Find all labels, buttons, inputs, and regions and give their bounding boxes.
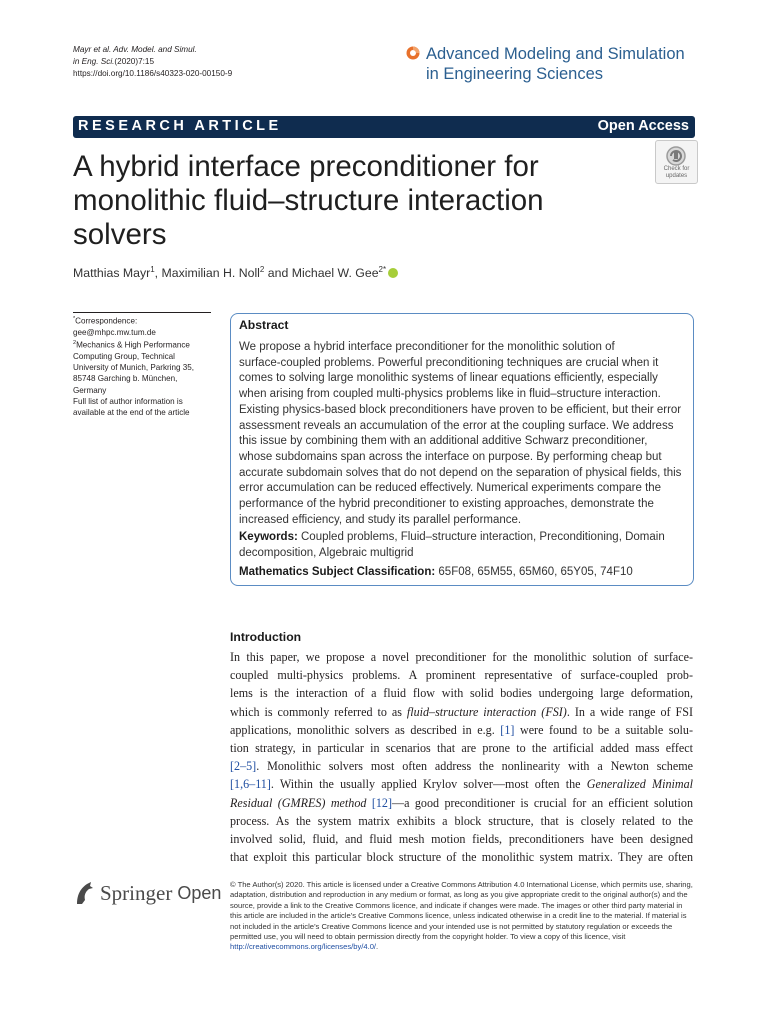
orcid-icon[interactable] [388, 268, 398, 278]
affiliation-line: University of Munich, Parkring 35, [73, 363, 195, 373]
intro-line: applications, monolithic solvers as described in e.g. [1] were found to be a suitable solu- [230, 722, 693, 737]
springer-open-logo [73, 880, 221, 906]
intro-emphasis: fluid–structure interaction (FSI) [406, 704, 567, 719]
affiliation-line: Germany [73, 385, 107, 395]
publisher-suffix: Open [177, 882, 222, 903]
author-affiliation-mark: 1 [150, 265, 155, 274]
intro-line: In this paper, we propose a novel preconditioner for the monolithic solution of surface- [230, 650, 693, 664]
author-list [73, 265, 398, 280]
abstract-line: this issue by combining them with an additional additive Schwarz preconditioner, [239, 435, 648, 448]
citation-link[interactable]: [1,6–11] [230, 777, 271, 792]
abstract-line: performance of the hybrid preconditioner to existing approaches, demonstrate the [239, 498, 654, 511]
abstract-line: We propose a hybrid interface preconditioner for the monolithic solution of [239, 341, 615, 353]
abstract-line: accurate subdomain solves that do not depend on the separation of physical fields, this [239, 466, 682, 479]
msc-label: Mathematics Subject Classification: [239, 566, 436, 578]
citation-link[interactable]: [2–5] [230, 759, 257, 774]
journal-logo [406, 44, 685, 84]
correspondence-mark: * [73, 316, 76, 322]
journal-name-line-1: Advanced Modeling and Simulation [426, 45, 685, 63]
affiliation-mark: 2 [73, 340, 77, 347]
correspondence-email[interactable]: gee@mhpc.mw.tum.de [73, 327, 156, 337]
intro-line: lems is the interaction of a fluid flow with solid bodies undergoing large deformation, [230, 686, 693, 701]
article-type-label: RESEARCH ARTICLE [78, 118, 282, 134]
springer-horse-icon [73, 880, 95, 906]
intro-emphasis: Generalized Minimal [586, 777, 694, 792]
license-notice [230, 880, 695, 953]
title-line: monolithic fluid–structure interaction [73, 184, 544, 217]
author-info-note: Full list of author information is [73, 396, 183, 406]
affiliation-divider [73, 312, 211, 313]
introduction-body [230, 648, 693, 866]
check-for-updates-icon [665, 145, 687, 167]
intro-line: tion strategy, in particular in scenarios that are prone to the artificial added mass effect [230, 741, 693, 756]
affiliation-line: Computing Group, Technical [73, 351, 175, 361]
citation-line-1: Mayr et al. Adv. Model. and Simul. [73, 45, 197, 54]
abstract-body [239, 340, 691, 528]
citation-link[interactable]: [1] [500, 722, 515, 737]
keywords-value: decomposition, Algebraic multigrid [239, 546, 414, 559]
author-separator: and [264, 266, 292, 281]
license-link[interactable]: http://creativecommons.org/licenses/by/4.0/ [230, 942, 377, 952]
citation-volume: (2020)7:15 [114, 57, 155, 67]
correspondence-label: Correspondence: [75, 316, 138, 326]
citation-journal-abbrev: in Eng. Sci. [73, 57, 115, 67]
author-name: Maximilian H. Noll [161, 266, 260, 281]
intro-line: which is commonly referred to as fluid–structure interaction (FSI). In a wide range of FSI [230, 704, 693, 719]
introduction-heading: Introduction [230, 630, 302, 644]
citation-link[interactable]: [12] [371, 795, 393, 810]
title-line: solvers [73, 218, 167, 251]
intro-line: Residual (GMRES) method [12]—a good preconditioner is crucial for an efficient solution [230, 795, 693, 810]
intro-line: coupled multi-physics problems. A prominent representative of surface-coupled prob- [230, 668, 693, 683]
abstract-line: whose subdomains span across the interface on purpose. By performing cheap but [239, 450, 662, 463]
journal-mark-icon [406, 46, 420, 60]
intro-line: involved solid, fluid, and fluid mesh motion fields, preconditioners have been designed [230, 832, 693, 847]
msc-classification [239, 566, 633, 578]
article-title [73, 150, 633, 252]
abstract-line: assessment reveals an accumulation of the error at the coupling surface. We address [239, 419, 674, 432]
article-type-banner [73, 116, 695, 138]
intro-line: that exploit this particular block structure of the monolithic system matrix. They are often [230, 850, 693, 865]
doi-link[interactable]: https://doi.org/10.1186/s40323-020-00150-9 [73, 69, 233, 79]
cfu-line-1: Check for [663, 166, 690, 172]
intro-line: [2–5]. Monolithic solvers most often address the nonlinearity with a Newton scheme [230, 759, 693, 774]
abstract-line: increased efficiency, and study its parallel performance. [239, 513, 522, 526]
abstract-line: error accumulation can be reduced effectively. Numerical experiments compare the [239, 482, 662, 495]
author-info-note: available at the end of the article [73, 408, 190, 417]
author-separator: , [154, 266, 162, 281]
title-line: A hybrid interface preconditioner for [73, 150, 539, 183]
author-affiliation-mark: 2 [259, 265, 265, 274]
publisher-name: Springer [100, 880, 173, 905]
check-for-updates-badge[interactable] [655, 140, 698, 184]
intro-line: process. As the system matrix exhibits a block structure, that is closely related to the [230, 813, 693, 828]
abstract-heading: Abstract [239, 318, 289, 332]
author-name: Matthias Mayr [73, 266, 151, 281]
author-name: Michael W. Gee [291, 266, 379, 281]
open-access-label: Open Access [597, 118, 689, 134]
author-affiliation-mark: 2* [378, 265, 387, 274]
journal-name-line-2: in Engineering Sciences [426, 65, 604, 83]
msc-value: 65F08, 65M55, 65M60, 65Y05, 74F10 [438, 566, 633, 578]
abstract-line: Existing physics-based block preconditioners have proven to be efficient, but their error [239, 403, 682, 416]
abstract-line: surface-coupled problems. Powerful preconditioning techniques are crucial when it [239, 356, 659, 369]
intro-line: [1,6–11]. Within the usually applied Krylov solver—most often the Generalized Minimal [230, 777, 694, 792]
license-text-end: . [376, 942, 379, 952]
citation-block [73, 44, 232, 81]
license-text: © The Author(s) 2020. This article is licensed under a Creative Commons Attribution 4.0 International License, which permits use, sharing, adaptation, distribution and reproduction in any medium or format, as long as you give appropriate credit to the original author(s) and the source, provide a link to the Creative Commons licence, and indicate if changes were made. The images or other third party material in this article are included in the article’s Creative Commons licence, unless indicated otherwise in a credit line to the material. If material is not included in the article’s Creative Commons licence and your intended use is not permitted by statutory regulation or exceeds the permitted use, you will need to obtain permission directly from the copyright holder. To view a copy of this licence, visit [230, 880, 693, 942]
keywords [239, 530, 691, 561]
keywords-label: Keywords: [239, 531, 298, 543]
affiliation-line: 85748 Garching b. München, [73, 374, 178, 384]
keywords-value: Coupled problems, Fluid–structure interaction, Preconditioning, Domain [301, 531, 665, 543]
intro-emphasis: Residual (GMRES) method [230, 795, 367, 810]
abstract-line: when arising from coupled multi-physics problems like in fluid–structure interaction. [239, 388, 661, 401]
abstract-line: comes to solving large monolithic systems of linear equations efficiently, especially [239, 372, 658, 385]
affiliation-block [73, 314, 213, 418]
affiliation-line: Mechanics & High Performance [76, 340, 190, 350]
cfu-line-2: updates [665, 173, 688, 179]
